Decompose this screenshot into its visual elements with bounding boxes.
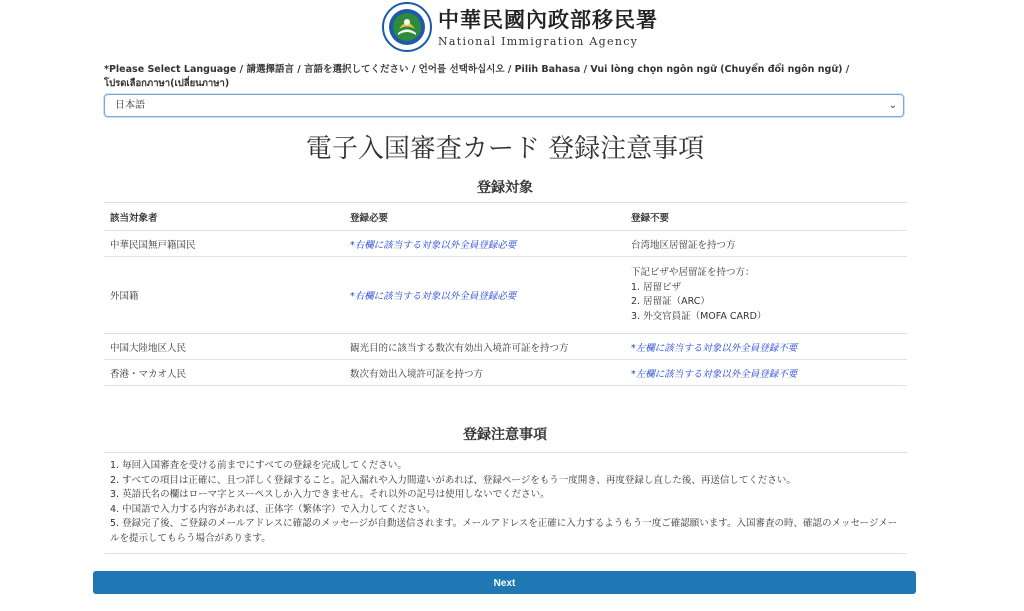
cell-line: 下記ビザや居留証を持つ方： [631, 267, 755, 278]
header-not-required: 登録不要 [625, 203, 907, 231]
cell-required: *右欄に該当する対象以外全員登録必要 [344, 231, 625, 257]
targets-title: 登録対象 [477, 180, 533, 196]
language-select-value: 日本語 [115, 100, 145, 111]
table-row [104, 231, 907, 257]
note-item: 5. 登録完了後、ご登録のメールアドレスに確認のメッセージが自動送信されます。メールアドレスを正確に入力するようもう一度ご確認願います。入国審査の時、確認のメッセージメールを提示してもらう場合があります。 [110, 518, 898, 544]
cell-not-required: 台湾地区居留証を持つ方 [625, 231, 907, 257]
cell-required: 数次有効出入境許可証を持つ方 [344, 360, 625, 386]
cell-line: 2. 居留証（ARC） [631, 296, 710, 307]
table-header-row [104, 203, 907, 231]
language-select[interactable] [104, 94, 904, 117]
notes-title: 登録注意事項 [463, 427, 547, 443]
table-row [104, 360, 907, 386]
agency-name-zh: 中華民國內政部移民署 [438, 6, 658, 32]
header-who: 該当対象者 [104, 203, 344, 231]
cell-line: 1. 居留ビザ [631, 281, 682, 293]
note-item: 2. すべての項目は正確に、且つ詳しく登録すること。記入漏れや入力間違いがあれば、登録ページをもう一度開き、再度登録し直した後、再送信してください。 [110, 474, 796, 486]
agency-name-en: National Immigration Agency [438, 34, 639, 48]
targets-table [104, 202, 907, 386]
page-title: 電子入国審査カード 登録注意事項 [305, 134, 705, 164]
header-required: 登録必要 [344, 203, 625, 231]
agency-logo[interactable] [382, 2, 658, 52]
notes-list [104, 452, 907, 554]
note-item: 4. 中国語で入力する内容があれば、正体字（繁体字）で入力してください。 [110, 503, 436, 515]
cell-who: 香港・マカオ人民 [104, 360, 344, 386]
table-row [104, 257, 907, 334]
cell-who: 中華民国無戸籍国民 [104, 231, 344, 257]
cell-required: *右欄に該当する対象以外全員登録必要 [344, 257, 625, 334]
cell-who: 中国大陸地区人民 [104, 334, 344, 360]
note-item: 3. 英語氏名の欄はローマ字とスーペスしか入力できません。それ以外の記号は使用しないでください。 [110, 489, 550, 500]
note-item: 1. 毎回入国審査を受ける前までにすべての登録を完成してください。 [110, 460, 407, 471]
cell-required: 観光目的に該当する数次有効出入境許可証を持つ方 [344, 334, 625, 360]
next-button[interactable]: Next [93, 571, 916, 594]
cell-line: 3. 外交官員証（MOFA CARD） [631, 310, 767, 322]
cell-who: 外国籍 [104, 257, 344, 334]
cell-not-required: *左欄に該当する対象以外全員登録不要 [625, 334, 907, 360]
agency-seal-icon [382, 2, 432, 52]
table-row [104, 334, 907, 360]
chevron-down-icon: ⌄ [888, 100, 897, 111]
cell-not-required [625, 257, 907, 334]
language-label: *Please Select Language / 請選擇語言 / 言語を選択してください / 언어를 선택하십시오 / Pilih Bahasa / Vui lòng chọn ngôn ngữ (Chuyển đổi ngôn ngữ) / โปรดเลือกภาษา(เปลี่ยนภาษา) [104, 64, 850, 89]
cell-not-required: *左欄に該当する対象以外全員登録不要 [625, 360, 907, 386]
